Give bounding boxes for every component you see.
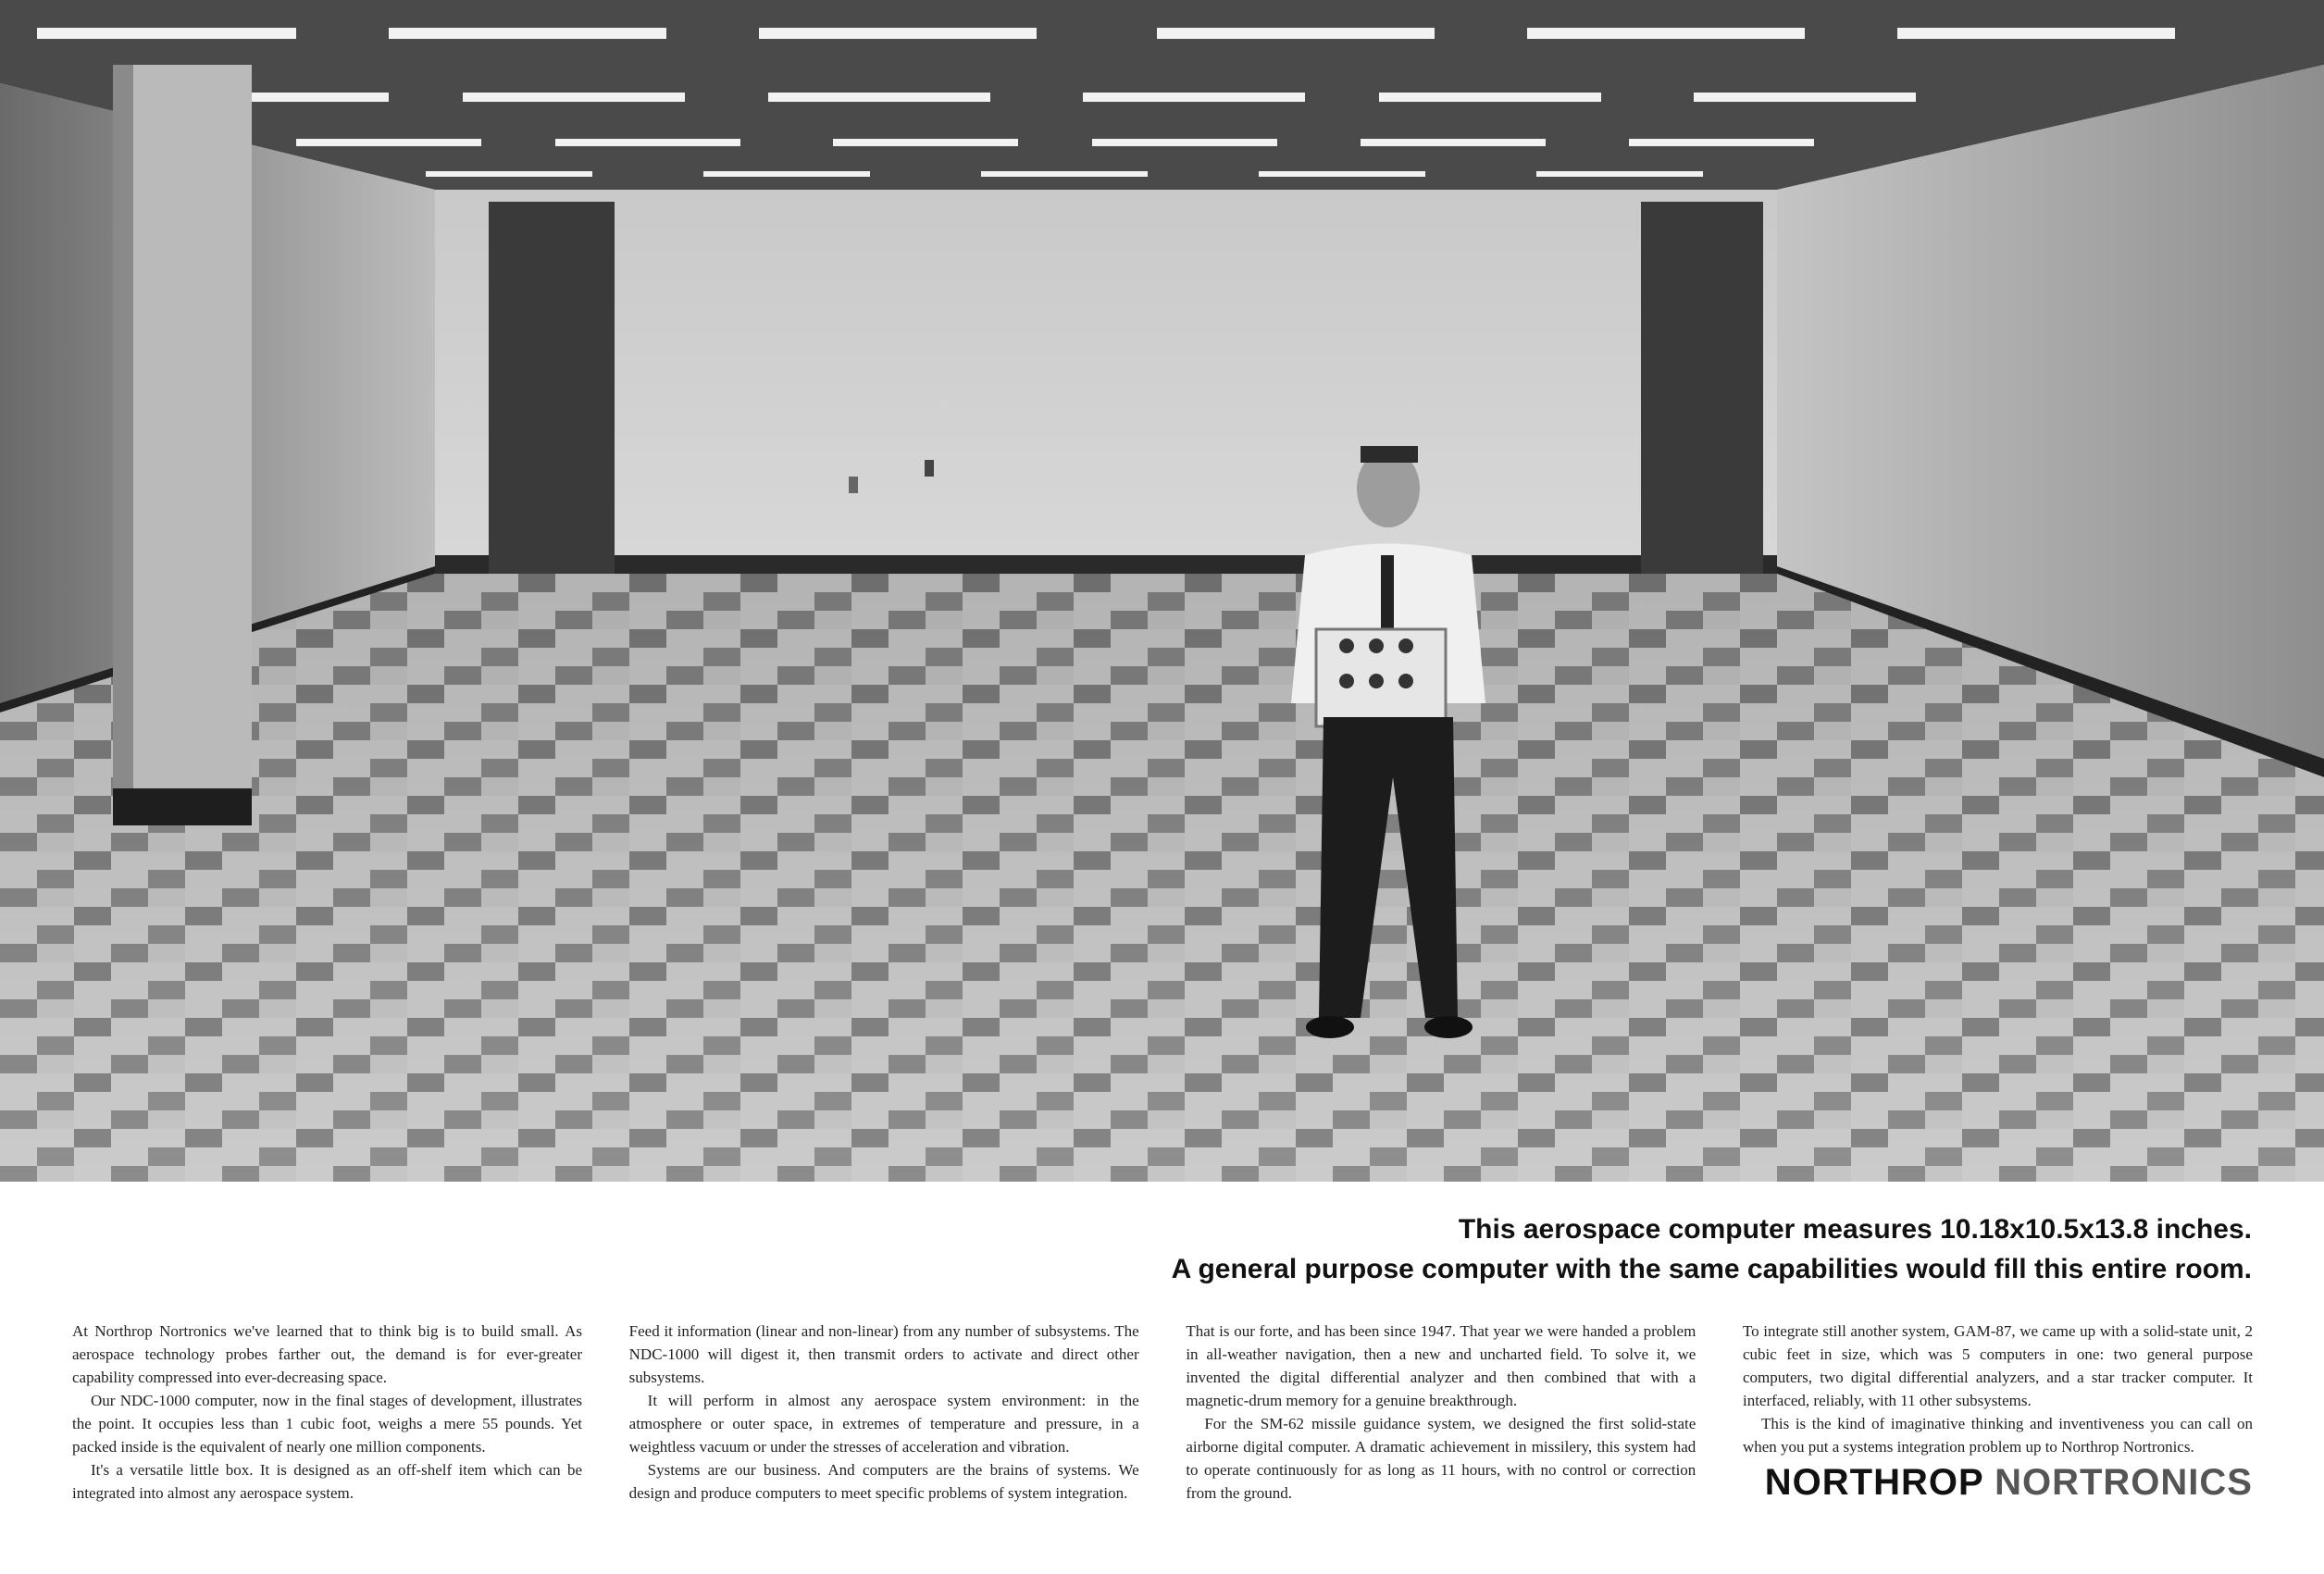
- northrop-nortronics-logo: [1743, 1462, 2253, 1503]
- paragraph: Systems are our business. And computers are the brains of systems. We design and produce computers to meet specific problems of system integration.: [628, 1461, 1139, 1502]
- paragraph: This is the kind of imaginative thinking and inventiveness you can call on when you put a systems integration problem up to Northrop Nortronics.: [1742, 1415, 2253, 1456]
- paragraph: It will perform in almost any aerospace system environment: in the atmosphere or outer space, in extremes of temperature and pressure, in a weightless vacuum or under the stresses of acceleration and vibration.: [628, 1392, 1139, 1456]
- column-1: [72, 1320, 582, 1505]
- paragraph: Our NDC-1000 computer, now in the final stages of development, illustrates the point. It occupies less than 1 cubic foot, weighs a mere 55 pounds. Yet packed inside is the equivalent of nearly one million components.: [72, 1392, 582, 1456]
- paragraph: It's a versatile little box. It is designed as an off-shelf item which can be integrated into almost any aerospace system.: [72, 1461, 582, 1502]
- logo-part-northrop: NORTHROP: [1764, 1462, 1983, 1503]
- headline-line-1: This aerospace computer measures 10.18x10.5x13.8 inches.: [1458, 1214, 2252, 1245]
- body-columns: [72, 1320, 2253, 1505]
- column-4: [1743, 1320, 2253, 1505]
- paragraph: That is our forte, and has been since 1947. That year we were handed a problem in all-weather navigation, then a new and uncharted field. To solve it, we invented the digital differential analyzer and then combined that with a magnetic-drum memory for a genuine breakthrough.: [1186, 1322, 1696, 1409]
- paragraph: Feed it information (linear and non-linear) from any number of subsystems. The NDC-1000 will digest it, then transmit orders to activate and direct other subsystems.: [628, 1322, 1139, 1386]
- column-3: [1186, 1320, 1696, 1505]
- headline: [1172, 1210, 2252, 1290]
- logo-part-nortronics: NORTRONICS: [1995, 1462, 2253, 1503]
- headline-line-2: A general purpose computer with the same capabilities would fill this entire room.: [1171, 1254, 2252, 1284]
- paragraph: At Northrop Nortronics we've learned that to think big is to build small. As aerospace technology probes farther out, the demand is for ever-greater capability compressed into ever-decreasing space.: [72, 1322, 582, 1386]
- paragraph: To integrate still another system, GAM-87, we came up with a solid-state unit, 2 cubic feet in size, which was 5 computers in one: two general purpose computers, two digital differential analyzers, and a star tracker computer. It interfaced, reliably, with 11 other subsystems.: [1742, 1322, 2253, 1409]
- paragraph: For the SM-62 missile guidance system, we designed the first solid-state airborne digital computer. A dramatic achievement in missilery, this system had to operate continuously for as long as 11 hours, with no control or correction from the ground.: [1186, 1415, 1696, 1502]
- column-2: [629, 1320, 1139, 1505]
